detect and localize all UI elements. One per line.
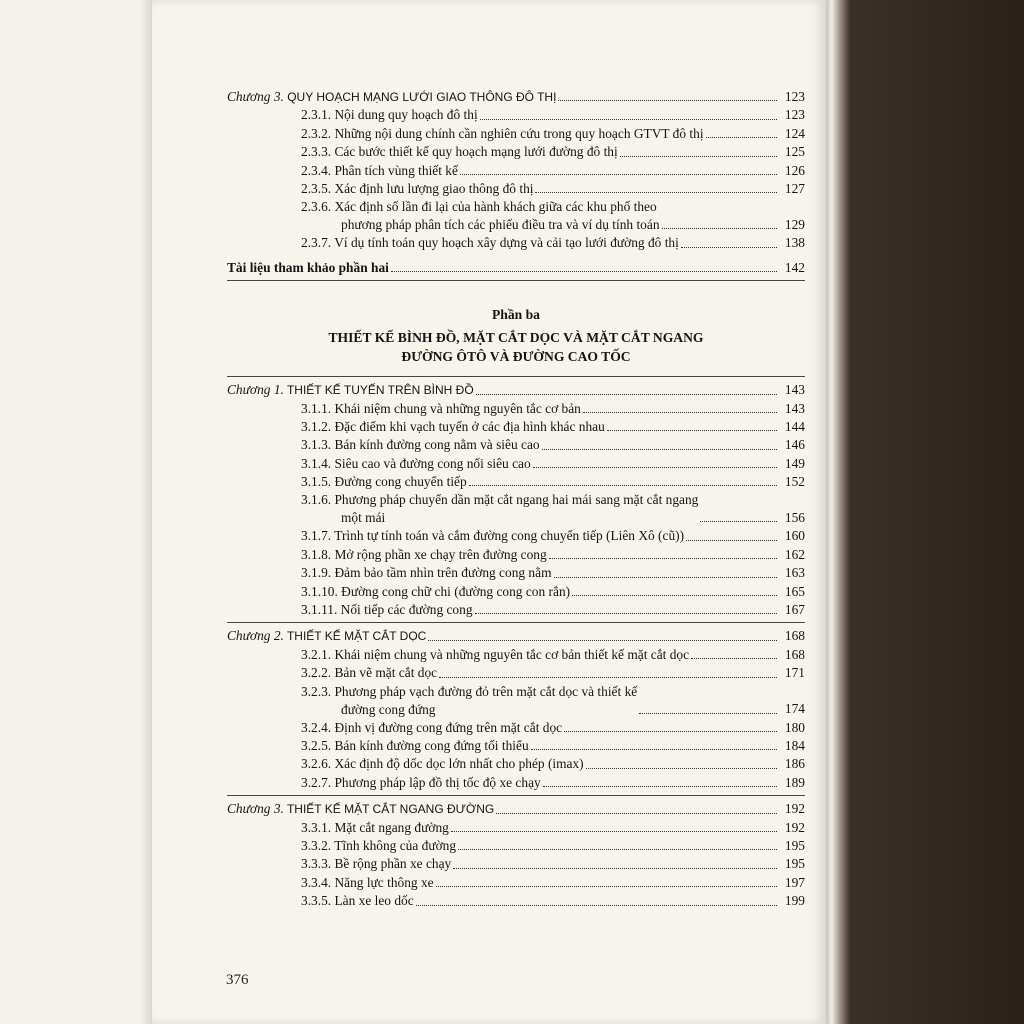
toc-entry[interactable]: 3.1.2. Đặc điểm khi vạch tuyến ở các địa hình khác nhau 144 bbox=[301, 418, 805, 434]
toc-entry[interactable]: 3.2.2. Bản vẽ mặt cắt dọc 171 bbox=[301, 665, 805, 681]
page-number: 376 bbox=[226, 972, 249, 988]
toc-entry[interactable]: 2.3.1. Nội dung quy hoạch đô thị 123 bbox=[301, 107, 805, 123]
page-ref: 123 bbox=[784, 88, 805, 104]
book-spine-shadow bbox=[826, 0, 1024, 1024]
toc-entry[interactable]: 3.2.4. Định vị đường cong đứng trên mặt cắt dọc 180 bbox=[301, 719, 805, 735]
toc-entry[interactable]: 3.3.2. Tĩnh không của đường 195 bbox=[301, 837, 805, 853]
toc-references[interactable]: Tài liệu tham khảo phần hai 142 bbox=[227, 259, 805, 275]
table-of-contents bbox=[227, 88, 805, 911]
toc-entry[interactable]: 3.2.6. Xác định độ dốc dọc lớn nhất cho phép (imax) 186 bbox=[301, 756, 805, 772]
toc-chapter[interactable]: Chương 2. THIẾT KẾ MẶT CẮT DỌC 168 bbox=[227, 628, 805, 644]
toc-entry[interactable]: 2.3.7. Ví dụ tính toán quy hoạch xây dựng và cải tạo lưới đường đô thị 138 bbox=[301, 235, 805, 251]
part-label: Phần ba bbox=[492, 307, 540, 323]
toc-chapter[interactable]: Chương 1. THIẾT KẾ TUYẾN TRÊN BÌNH ĐỒ 143 bbox=[227, 382, 805, 398]
part-heading bbox=[227, 305, 805, 366]
part-title-line1: THIẾT KẾ BÌNH ĐỒ, MẶT CẮT DỌC VÀ MẶT CẮT NGANG bbox=[328, 330, 704, 346]
toc-entry[interactable]: 3.1.4. Siêu cao và đường cong nối siêu cao 149 bbox=[301, 455, 805, 471]
divider bbox=[227, 795, 805, 796]
toc-entry[interactable]: 3.1.7. Trình tự tính toán và cắm đường cong chuyển tiếp (Liên Xô (cũ)) 160 bbox=[301, 528, 805, 544]
toc-chapter[interactable] bbox=[227, 88, 805, 106]
facing-page-edge bbox=[0, 0, 152, 1024]
toc-entry[interactable]: 3.2.5. Bán kính đường cong đứng tối thiểu 184 bbox=[301, 737, 805, 753]
divider bbox=[227, 376, 805, 377]
toc-entry[interactable]: 3.2.3. Phương pháp vạch đường đỏ trên mặt cắt dọc và thiết kế đường cong đứng 174 bbox=[301, 683, 805, 717]
toc-entry[interactable]: 2.3.5. Xác định lưu lượng giao thông đô thị 127 bbox=[301, 180, 805, 196]
divider bbox=[227, 280, 805, 281]
toc-entry[interactable]: 3.1.3. Bán kính đường cong nằm và siêu cao 146 bbox=[301, 437, 805, 453]
part-title-line2: ĐƯỜNG ÔTÔ VÀ ĐƯỜNG CAO TỐC bbox=[401, 349, 631, 365]
toc-entry[interactable]: 2.3.4. Phân tích vùng thiết kế 126 bbox=[301, 162, 805, 178]
toc-entry[interactable]: 3.3.5. Làn xe leo dốc 199 bbox=[301, 893, 805, 909]
toc-entry[interactable]: 3.2.1. Khái niệm chung và những nguyên tắc cơ bản thiết kế mặt cắt dọc 168 bbox=[301, 646, 805, 662]
toc-entry[interactable]: 3.3.3. Bề rộng phần xe chạy 195 bbox=[301, 856, 805, 872]
toc-chapter[interactable]: Chương 3. THIẾT KẾ MẶT CẮT NGANG ĐƯỜNG 192 bbox=[227, 801, 805, 817]
book-page bbox=[152, 0, 826, 1024]
toc-entry[interactable]: 2.3.3. Các bước thiết kế quy hoạch mạng lưới đường đô thị 125 bbox=[301, 144, 805, 160]
toc-entry[interactable]: 3.3.1. Mặt cắt ngang đường 192 bbox=[301, 819, 805, 835]
toc-entry[interactable]: 3.1.5. Đường cong chuyển tiếp 152 bbox=[301, 474, 805, 490]
toc-entry[interactable]: 3.2.7. Phương pháp lập đồ thị tốc độ xe chạy 189 bbox=[301, 774, 805, 790]
toc-entry[interactable]: 3.1.6. Phương pháp chuyển dần mặt cắt ngang hai mái sang mặt cắt ngang một mái 156 bbox=[301, 492, 805, 526]
divider bbox=[227, 622, 805, 623]
toc-entry[interactable]: 2.3.2. Những nội dung chính cần nghiên cứu trong quy hoạch GTVT đô thị 124 bbox=[301, 125, 805, 141]
toc-entry[interactable]: 3.1.1. Khái niệm chung và những nguyên tắc cơ bản 143 bbox=[301, 400, 805, 416]
chapter-title: QUY HOẠCH MẠNG LƯỚI GIAO THÔNG ĐÔ THỊ bbox=[283, 89, 557, 104]
toc-entry[interactable]: 2.3.6. Xác định số lần đi lại của hành khách giữa các khu phố theo phương pháp phân tích các phiếu điều tra và ví dụ tính toán 129 bbox=[301, 199, 805, 233]
toc-entry[interactable]: 3.1.8. Mở rộng phần xe chạy trên đường cong 162 bbox=[301, 546, 805, 562]
toc-entry[interactable]: 3.3.4. Năng lực thông xe 197 bbox=[301, 874, 805, 890]
toc-entry[interactable]: 3.1.11. Nối tiếp các đường cong 167 bbox=[301, 602, 805, 618]
toc-entry[interactable]: 3.1.10. Đường cong chữ chi (đường cong con rắn) 165 bbox=[301, 583, 805, 599]
toc-entry[interactable]: 3.1.9. Đảm bảo tầm nhìn trên đường cong nằm 163 bbox=[301, 565, 805, 581]
chapter-prefix: Chương 3. bbox=[227, 88, 284, 104]
